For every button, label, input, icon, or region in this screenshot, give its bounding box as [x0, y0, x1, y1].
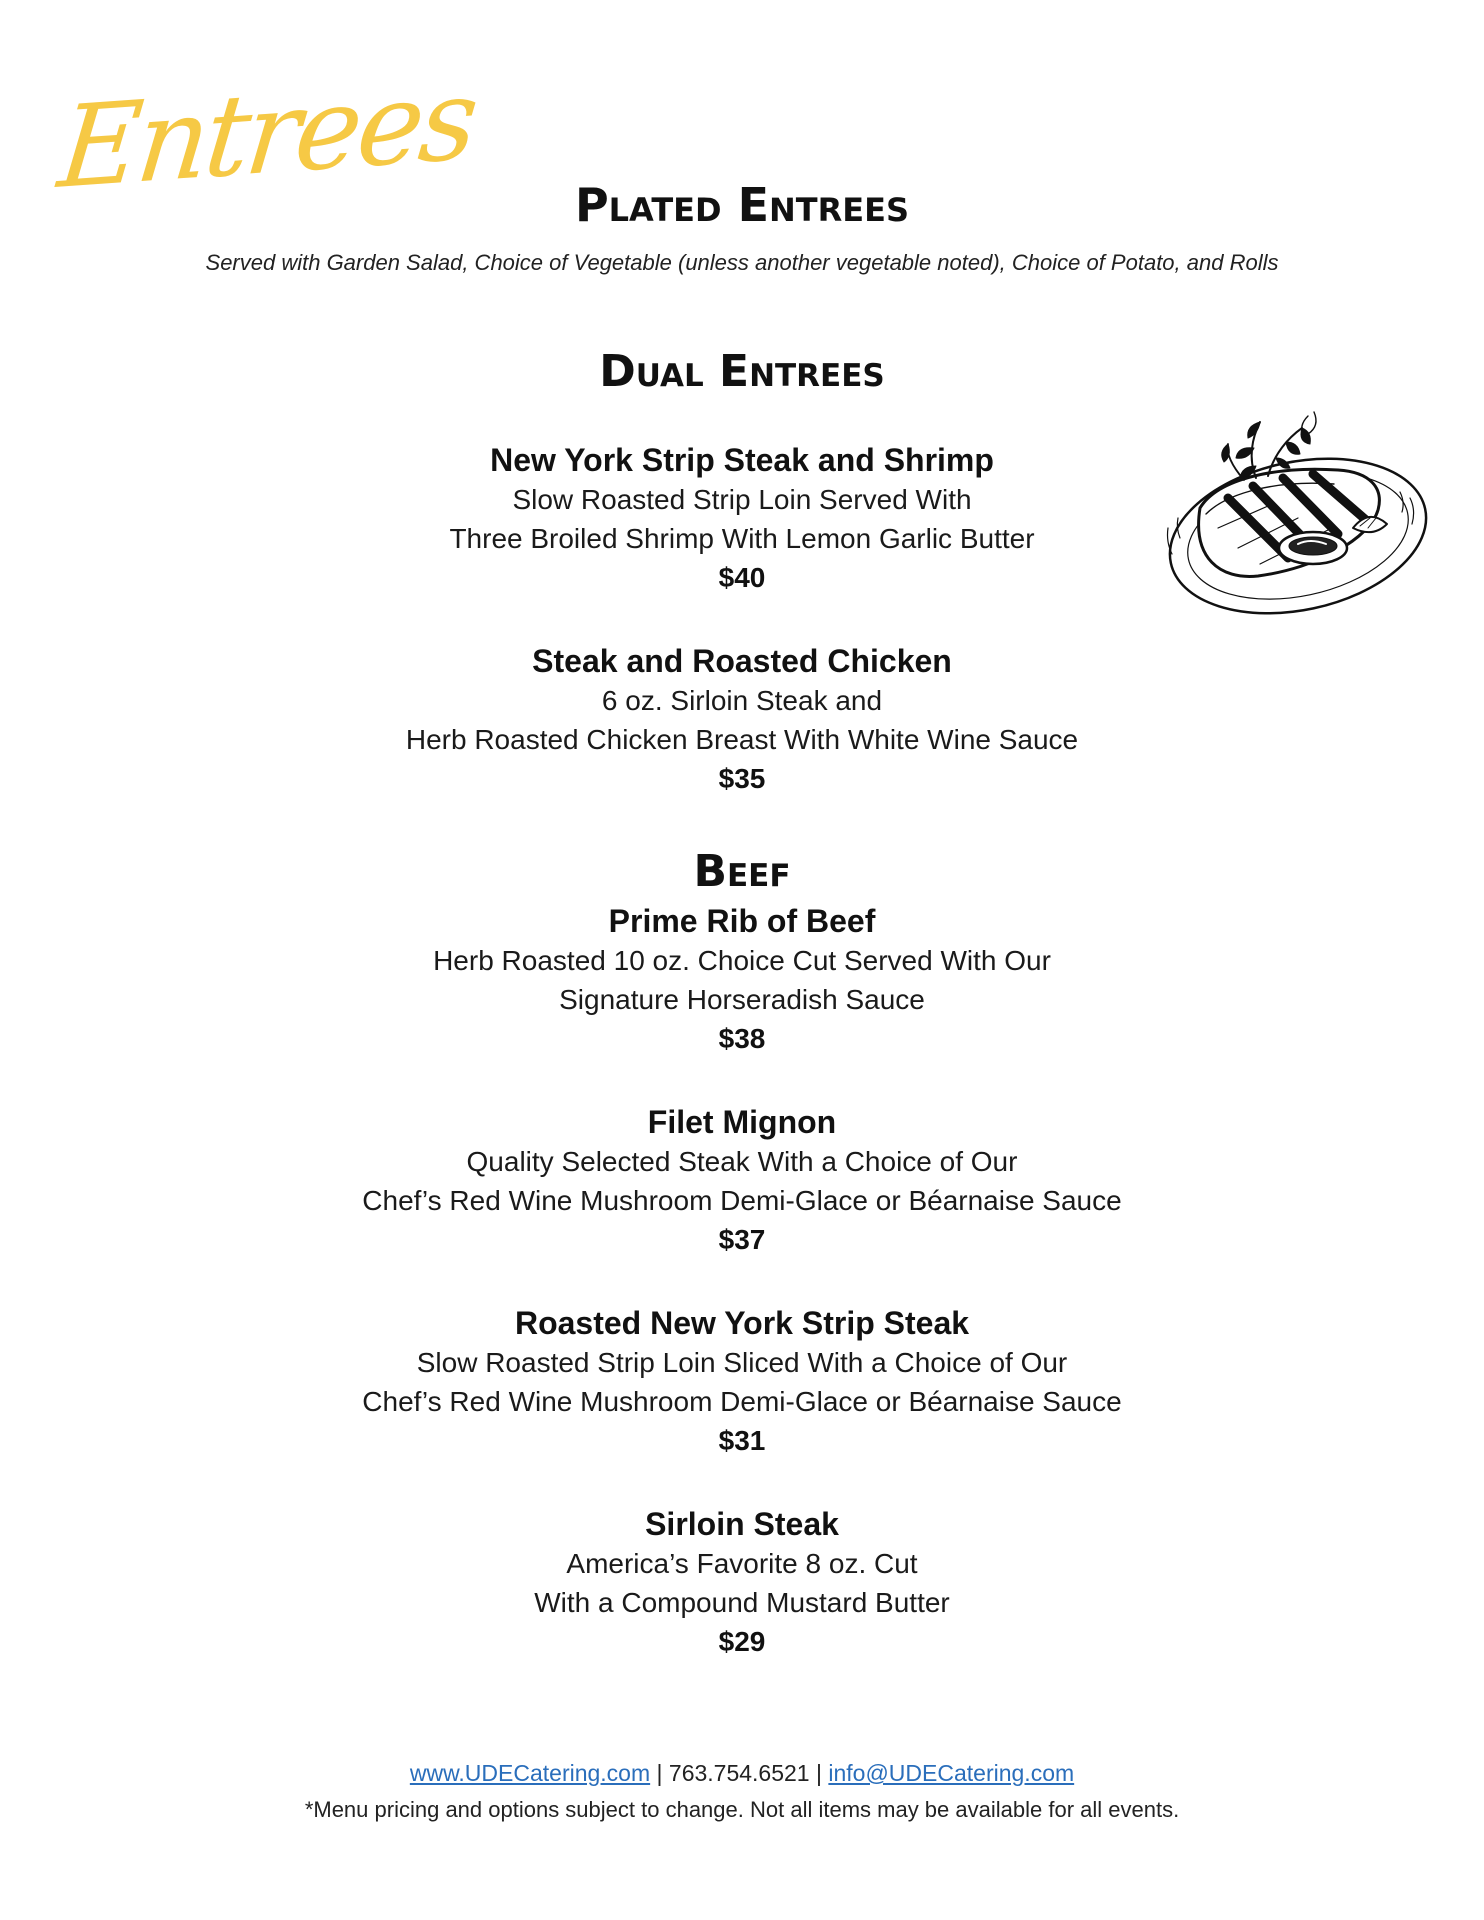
item-description-line-2: Signature Horseradish Sauce [559, 984, 925, 1015]
menu-item-sirloin [0, 1504, 1484, 1661]
footer-contact-line [0, 1760, 1484, 1787]
menu-item-filet-mignon [0, 1102, 1484, 1259]
item-description-line-2: With a Compound Mustard Butter [534, 1587, 950, 1618]
item-name: Roasted New York Strip Steak [514, 1305, 970, 1341]
served-with-subtitle: Served with Garden Salad, Choice of Vegetable (unless another vegetable noted), Choice of Potato, and Rolls [205, 250, 1279, 275]
item-description-line-1: America’s Favorite 8 oz. Cut [566, 1548, 918, 1579]
item-description-line-2: Chef’s Red Wine Mushroom Demi-Glace or Béarnaise Sauce [362, 1386, 1122, 1417]
item-name: Filet Mignon [647, 1104, 837, 1140]
item-description-line-2: Three Broiled Shrimp With Lemon Garlic Butter [449, 523, 1035, 554]
menu-item-prime-rib [0, 901, 1484, 1058]
item-price: $35 [718, 763, 766, 794]
footer-separator: | [809, 1760, 829, 1786]
item-description-line-2: Herb Roasted Chicken Breast With White Wine Sauce [405, 724, 1079, 755]
phone-number: 763.754.6521 [668, 1760, 810, 1786]
plated-entrees-heading: Plated Entrees [574, 178, 910, 232]
item-price: $40 [718, 562, 766, 593]
item-price: $37 [718, 1224, 766, 1255]
website-link[interactable]: www.UDECatering.com [409, 1760, 651, 1786]
item-price: $29 [718, 1626, 766, 1657]
item-name: Prime Rib of Beef [608, 903, 876, 939]
steak-plate-icon [1148, 408, 1434, 624]
item-price: $38 [718, 1023, 766, 1054]
item-description-line-1: Slow Roasted Strip Loin Sliced With a Choice of Our [416, 1347, 1068, 1378]
item-description-line-1: Quality Selected Steak With a Choice of Our [466, 1146, 1018, 1177]
menu-item-roasted-ny-strip [0, 1303, 1484, 1460]
item-price: $31 [718, 1425, 766, 1456]
email-link[interactable]: info@UDECatering.com [828, 1760, 1075, 1786]
item-name: New York Strip Steak and Shrimp [490, 442, 994, 478]
footer-disclaimer: *Menu pricing and options subject to change. Not all items may be available for all events. [304, 1797, 1180, 1822]
item-description-line-1: Slow Roasted Strip Loin Served With [512, 484, 972, 515]
item-description-line-2: Chef’s Red Wine Mushroom Demi-Glace or Béarnaise Sauce [362, 1185, 1122, 1216]
item-name: Sirloin Steak [645, 1506, 839, 1542]
script-title-entrees: Entrees [53, 53, 481, 215]
dual-entrees-heading: Dual Entrees [599, 346, 885, 397]
item-description-line-1: 6 oz. Sirloin Steak and [601, 685, 883, 716]
beef-heading: Beef [693, 846, 791, 897]
item-description-line-1: Herb Roasted 10 oz. Choice Cut Served With Our [433, 945, 1051, 976]
footer-separator: | [650, 1760, 669, 1786]
menu-item-steak-chicken [0, 641, 1484, 798]
item-name: Steak and Roasted Chicken [532, 643, 952, 679]
